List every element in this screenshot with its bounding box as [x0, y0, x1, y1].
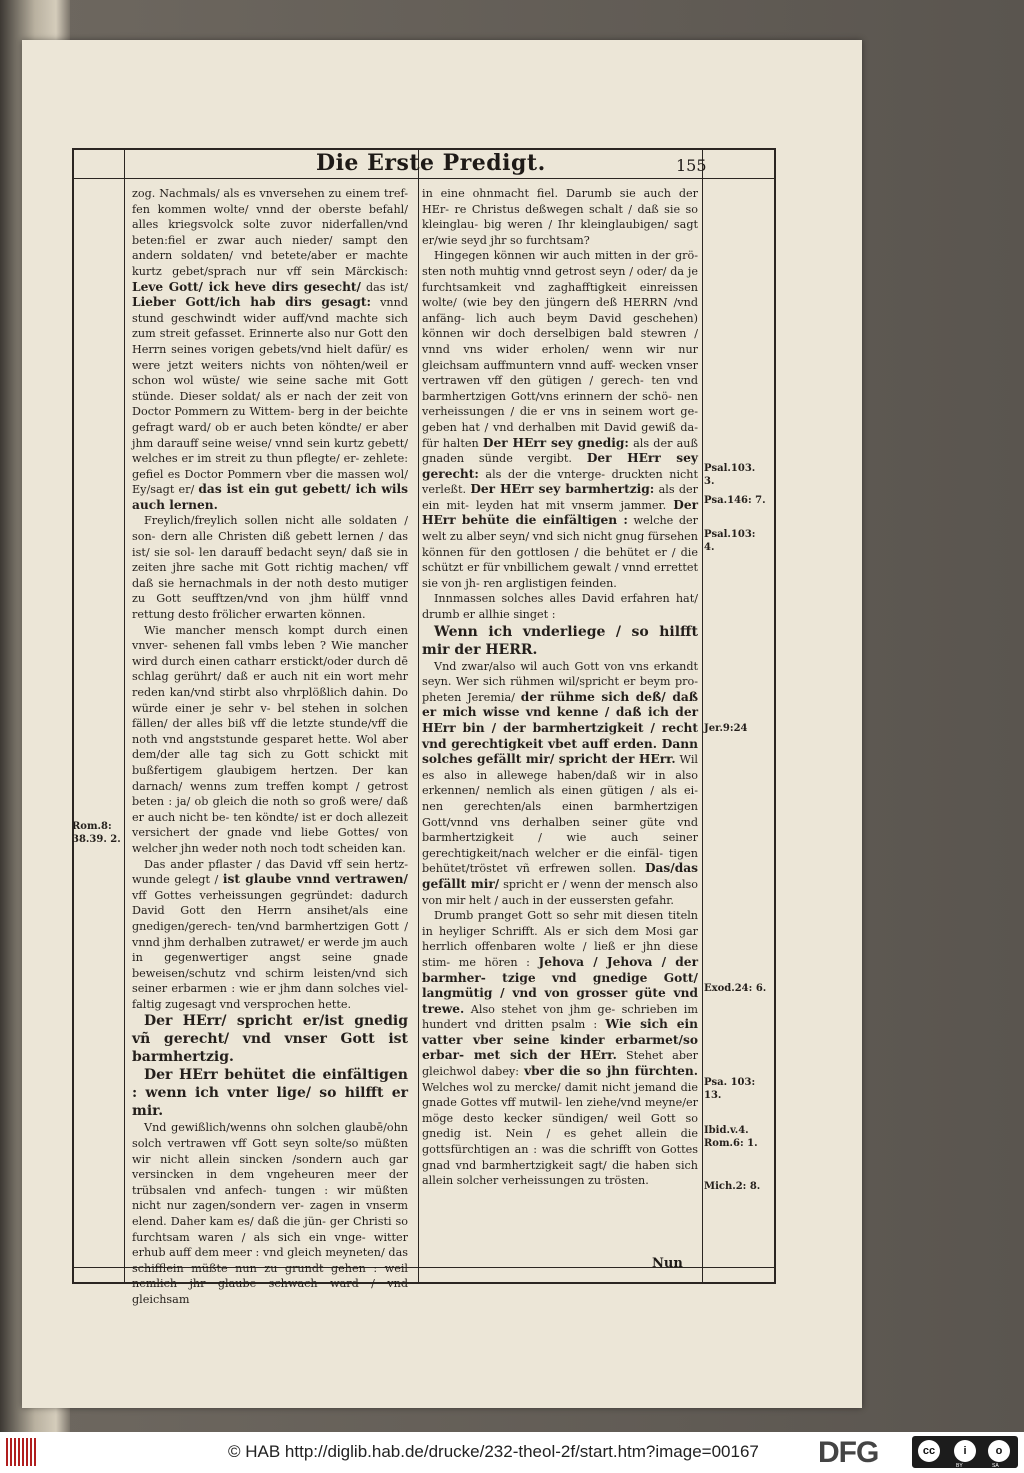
running-head: Die Erste Predigt. — [316, 150, 546, 176]
right_column-segment: als der auß gnaden sünde vergibt. — [422, 436, 698, 466]
marginal-note: Psal.103. 3. — [704, 463, 756, 487]
hab-logo-stripe — [10, 1438, 12, 1466]
marginal-note: Psal.103: 4. — [704, 529, 756, 553]
right_column-segment: Der HErr behüte die einfältigen : — [422, 497, 698, 528]
marginal-note: Ibid.v.4. Rom.6: 1. — [704, 1125, 758, 1149]
attribution-icon: i — [954, 1440, 976, 1462]
right_column-segment: Das/das gefällt mir/ — [422, 861, 698, 891]
left_column-segment: Leve Gott/ ick heve dirs gesecht/ — [132, 279, 362, 294]
marginal-note: Rom.8: 38.39. 2. — [72, 821, 121, 845]
left_column-segment: vnnd stund geschwindt wider auff/vnd machte sich zum streit gefasset. Erinnerte also nur Gott den Herrn seines vorigen gebets/vnd hielt dafür/ es were jetzt weiters nichts von nöhten/weil er schon wol wüste/ wie seine sache mit Gott stünde. Dieser soldat/ als er nach der zeit von Doctor Pommern zu Wittem- berg in der beichte gefragt ward/ ob er auch beten köndte/ er aber jhm darauff seine weise/ vnnd sein kurtz gebett/ welches er im streit zu thun pflegte/ er- zehlete: gefiel es Doctor Pommern vber die massen wol/ Ey/sagt er/ — [132, 296, 408, 497]
right_column-segment: als der ein mit- leyden hat mit vnserm jammer. — [422, 483, 698, 512]
right_column-segment: als der die vnterge- druckten nicht verleßt. — [422, 467, 698, 497]
right_column-segment: spricht er / wenn der mensch also von mir helt / auch in der eussersten gefahr. — [422, 877, 698, 907]
left_column-segment: Der HErr behütet die einfältigen : wenn ich vnter lige/ so hilfft er mir. — [132, 1067, 408, 1120]
paragraph — [422, 908, 698, 1189]
right_column-segment: Hingegen können wir auch mitten in der grö- sten noth muhtig vnnd getrost seyn / oder/ da je furchtsamkeit vnd zaghafftigkeit einreissen wolte/ (wie bey den jüngern deß HERRN /vnd anfäng- lich auch beym David geschehen) können wir doch derselbigen bald stewren / vnnd vns wider erholen/ wenn wir nur gleichsam auffmuntern vnnd auff- wecken vnser vertrawen vff den gütigen / gerech- ten vnd barmhertzigen Gott/vns erinnern der schö- nen verheissungen / die er vns in seinem wort ge- geben hat / vnd derhalben mit David gewiß da- für halten — [422, 249, 698, 450]
right-margin-rule — [702, 150, 703, 1282]
cc-icon: cc — [918, 1440, 940, 1462]
paragraph — [132, 623, 408, 857]
left_column-segment: Freylich/freylich sollen nicht alle soldaten / son- dern alle Christen diß gebett lernen / das ist/ sie sol- len darauff bedacht seyn/ daß sie in zeiten jhre sache mit Gott richtig machen/ vff daß sie hernachmals in der noth desto mutiger zu Gott seufftzen/vnd von jhm hülff vnnd rettung desto frölicher erwarten können. — [132, 514, 408, 622]
left_column-segment: vff Gottes verheissungen gegründet: dadurch David Gott den Herrn ansihet/als eine gnedigen/gerech- ten/vnd barmhertzigen Gott / vnnd jhm derhalben zutrawet/ er werde jm auch in gegenwertiger angst seine gnade beweisen/schutz vnd schirm leisten/vnd sich seiner erbarmen : wie er jhm dann solches viel- faltig zugesagt vnd versprochen hette. — [132, 888, 408, 1011]
paragraph — [132, 513, 408, 622]
marginal-note: Jer.9:24 — [704, 723, 748, 734]
hab-logo-stripe — [30, 1438, 32, 1466]
left_column-segment: Lieber Gott/ich hab dirs gesagt: — [132, 295, 372, 310]
right_column-segment: Wenn ich vnderliege / so hilfft mir der HERR. — [422, 623, 698, 658]
hab-logo-stripe — [14, 1438, 16, 1466]
left_column-segment: das ist ein gut gebett/ ich wils auch lernen. — [132, 482, 408, 512]
right-text-column — [422, 186, 698, 1189]
right_column-segment: Welches wol zu mercke/ damit nicht jemand die gnade Gottes vff mutwil- len ziehe/vnd meyne/er möge desto kecker sündigen/ weil Gott so gnedig ist. Nein / es gehet allein die gottsfürchtigen an : was die schrifft von Gottes gnad vnd barmhertzigkeit sagt/ die haben sich allein solcher verheissungen zu trösten. — [422, 1080, 698, 1188]
share-alike-icon: o — [988, 1440, 1010, 1462]
paragraph — [422, 248, 698, 591]
paragraph — [422, 659, 698, 909]
right_column-segment: Jehova / Jehova / der barmher- tzige vnd gnedige Gott/ langmütig / vnd von grosser güte vnd trewe. — [422, 954, 698, 1016]
marginal-note: Psa.146: 7. — [704, 495, 766, 506]
right_column-segment: Der HErr sey gnedig: — [482, 435, 629, 450]
right_column-segment: Vnd zwar/also wil auch Gott von vns erkandt seyn. Wer sich rühmen wil/spricht er beym pro- pheten Jeremia/ — [422, 659, 698, 704]
hab-logo-stripe — [6, 1438, 8, 1466]
page-number: 155 — [676, 156, 707, 175]
left-text-column — [132, 186, 408, 1308]
left_column-segment: Der HErr/ spricht er/ist gnedig vñ gerecht/ vnd vnser Gott ist barmhertzig. — [132, 1013, 408, 1066]
right_column-segment: Stehet aber gleichwol dabey: — [422, 1049, 698, 1079]
marginal-note: Mich.2: 8. — [704, 1181, 761, 1192]
hab-logo-stripe — [22, 1438, 24, 1466]
paragraph — [422, 623, 698, 659]
hab-logo-stripe — [34, 1438, 36, 1466]
paragraph — [132, 186, 408, 513]
right_column-segment: welche der welt zu alber seyn/ vnd sich nicht gnug fürsehen können für den gottlosen / die behütet er / die schützt er für vnbillichem gewalt / vnnd errettet sie von jh- ren arglistigen feinden. — [422, 514, 698, 590]
header-rule — [74, 178, 774, 179]
paragraph — [132, 1012, 408, 1066]
left_column-segment: zog. Nachmals/ als es vnversehen zu einem tref- fen kommen wolte/ vnnd der oberste befahl/ alles kriegsvolck solte zuvor niderfallen/vnd beten:fiel er zwar auch nieder/ sampt den andern soldaten/ vnd betete/aber er machte kurtz gebet/sprach nur vff sein Märckisch: — [132, 187, 408, 278]
right_column-segment: Drumb pranget Gott so sehr mit diesen titeln in heyliger Schrifft. Als er sich dem Mosi gar herrlich offenbaren wolte / ließ er jhn diese stim- me hören : — [422, 909, 698, 969]
right_column-segment: Der HErr sey gerecht: — [422, 451, 699, 481]
left_column-segment: Wie mancher mensch kompt durch einen vnver- sehenen fall vmbs leben ? Wie mancher wird durch einen catharr erstickt/oder durch dē schlag gerührt/ daß er auch nit ein wort mehr reden kan/vnd stirbt also vhrplößlich dahin. Do würde einer je sehr v- bel stehen in solchen fällen/ der alles biß vff die letzte stunde/vff die noth vnd angststunde gesparet hette. Wol aber dem/der alle tag sich zu Gott schickt mit bußfertigem glaubigem hertzen. Der kan darnach/ wenns zum treffen kompt / getrost beten : ja/ ob gleich die noth so groß were/ daß er auch nicht be- ten köndte/ ist er doch allezeit versichert der gnade vnd liebe Gottes/ von welcher jhn weder noth noch todt scheiden kan. — [132, 623, 408, 855]
right_column-segment: vber die so jhn fürchten. — [524, 1064, 698, 1079]
paragraph — [132, 1066, 408, 1120]
left_column-segment: Vnd gewißlich/wenns ohn solchen glaubē/ohn solch vertrawen vff Gott seyn solte/so müßten wir nicht allein sincken /sondern auch gar versincken in dem vngeheuren meer der trübsalen vnd anfech- tungen : wir müßten nicht nur zagen/sondern ver- zagen in vnserm elend. Daher kam es/ daß die jün- ger Christi so furchtsam waren / als sich ein vnge- witter erhub auff dem meer : vnd gleich meyneten/ das schifflein müßte nun zu grundt gehen : weil nemlich jhr glaube schwach ward / vnd gleichsam — [132, 1121, 408, 1306]
copyright-link[interactable]: © HAB http://diglib.hab.de/drucke/232-theol-2f/start.htm?image=00167 — [228, 1442, 759, 1461]
paragraph — [132, 857, 408, 1013]
column-divider — [418, 150, 419, 1282]
left_column-segment: das ist/ — [365, 280, 409, 294]
paragraph — [422, 591, 698, 622]
left-margin-rule — [124, 150, 125, 1282]
hab-logo-stripe — [18, 1438, 20, 1466]
dfg-logo: DFG — [818, 1436, 879, 1469]
paragraph — [132, 1120, 408, 1307]
right_column-segment: der rühme sich deß/ daß er mich wisse vnd kenne / daß ich der HErr bin / der barmhertzigkeit / recht vnd gerechtigkeit vbet auff erden. Dann solches gefällt mir/ spricht der HErr. — [422, 689, 698, 767]
marginal-note: Exod.24: 6. — [704, 983, 767, 994]
hab-logo-stripe — [26, 1438, 28, 1466]
viewer-footer — [0, 1432, 1024, 1473]
sa-label: SA — [992, 1463, 999, 1469]
right_column-segment: Innmassen solches alles David erfahren hat/ drumb er allhie singet : — [422, 592, 698, 622]
right_column-segment: Wie sich ein vatter vber seine kinder erbarmet/so erbar- met sich der HErr. — [422, 1017, 698, 1063]
marginal-note: Psa. 103: 13. — [704, 1077, 756, 1101]
right_column-segment: Also stehet von jhm ge- schrieben im hundert vnd dritten psalm : — [422, 1002, 698, 1032]
by-label: BY — [956, 1463, 963, 1469]
left_column-segment: Das ander pflaster / das David vff sein hertz- wunde gelegt / — [132, 857, 408, 887]
catchword: Nun — [652, 1256, 683, 1271]
right_column-segment: Der HErr sey barmhertzig: — [470, 482, 655, 497]
paragraph — [422, 186, 698, 248]
right_column-segment: Wil es also in allewege haben/daß wir in also erkennen/ nemlich als einen gütigen / als ei- nen gerechten/als einen barmhertzigen Gott/vnnd vns derhalben seiner güte vnd barmhertzigkeit / wie auch seiner gerechtigkeit/nach welcher er die einfäl- tigen behütet/tröstet vñ erfrewen sollen. — [422, 753, 698, 876]
right_column-segment: in eine ohnmacht fiel. Darumb sie auch der HEr- re Christus deßwegen schalt / daß sie so kleinglau- big weren / Ihr kleinglaubigen/ sagt er/wie seyd jhr so furchtsam? — [422, 187, 698, 247]
left_column-segment: ist glaube vnnd vertrawen/ — [222, 872, 408, 887]
cc-license-badge[interactable] — [912, 1436, 1018, 1468]
hab-logo-icon — [6, 1436, 40, 1468]
